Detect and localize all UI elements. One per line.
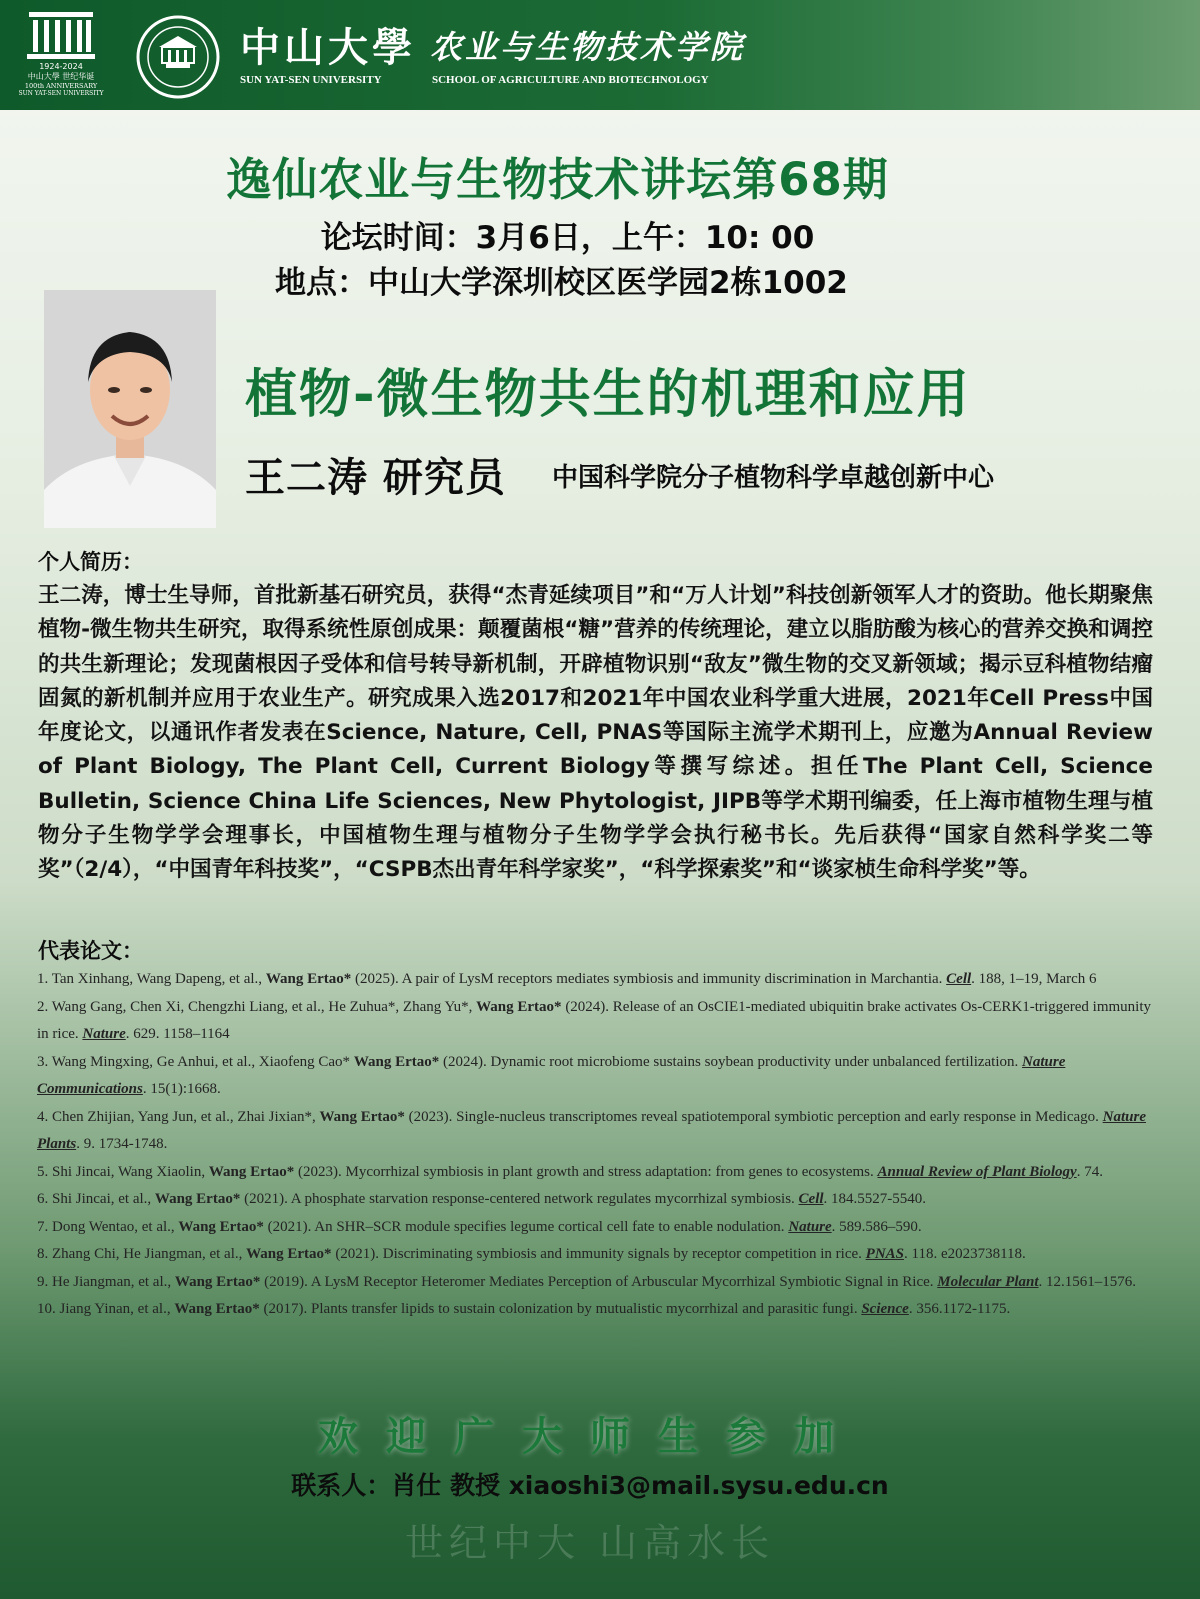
contact-info: 联系人：肖仕 教授 xiaoshi3@mail.sysu.edu.cn	[291, 1471, 889, 1500]
anniversary-en: 100th ANNIVERSARY	[24, 82, 98, 90]
speaker-portrait-icon	[44, 290, 216, 528]
speaker-name: 王二涛 研究员	[245, 455, 506, 501]
anniversary-cn: 中山大學 世纪华诞	[27, 72, 95, 81]
journal-name: Cell	[798, 1191, 824, 1207]
publication-item: 2. Wang Gang, Chen Xi, Chengzhi Liang, et al., He Zuhua*, Zhang Yu*, Wang Ertao* (2024). Release of an OsCIE1-mediated ubiquitin brake activates Os-CERK1-triggered immunity in rice. Nature. 629. 1158–1164	[37, 998, 1151, 1042]
watermark-text: 世纪中大 山高水长	[405, 1521, 776, 1565]
header-banner	[0, 0, 1200, 110]
speaker-photo	[44, 290, 216, 528]
bio-text: 王二涛，博士生导师，首批新基石研究员，获得“杰青延续项目”和“万人计划”科技创新领军人才的资助。他长期聚焦植物-微生物共生研究，取得系统性原创成果：颠覆菌根“糖”营养的传统理论，建立以脂肪酸为核心的营养交换和调控的共生新理论；发现菌根因子受体和信号转导新机制，开辟植物识别“敌友”微生物的交叉新领域；揭示豆科植物结瘤固氮的新机制并应用于农业生产。研究成果入选2017和2021年中国农业科学重大进展，2021年Cell Press中国年度论文，以通讯作者发表在Science, Nature, Cell, PNAS等国际主流学术期刊上，应邀为Annual Review of Plant Biology, The Plant Cell, Current Biology等撰写综述。担任The Plant Cell, Science Bulletin, Science China Life Sciences, New Phytologist, JIPB等学术期刊编委，任上海市植物生理与植物分子生物学学会理事长，中国植物生理与植物分子生物学学会执行秘书长。先后获得“国家自然科学奖二等奖”（2/4），“中国青年科技奖”，“CSPB杰出青年科学家奖”，“科学探索奖”和“谈家桢生命科学奖”等。	[38, 583, 1153, 883]
journal-name: Nature Plants	[37, 1108, 1146, 1152]
speaker-affiliation: 中国科学院分子植物科学卓越创新中心	[552, 463, 995, 493]
journal-name: Nature Communications	[37, 1053, 1066, 1097]
university-name-cn: 中山大學	[240, 24, 416, 71]
publication-item: 4. Chen Zhijian, Yang Jun, et al., Zhai Jixian*, Wang Ertao* (2023). Single-nucleus transcriptomes reveal spatiotemporal symbiotic perception and early response in Medicago. Nature Plants. 9. 1734-1748.	[37, 1108, 1146, 1152]
school-name-cn: 农业与生物技术学院	[430, 28, 746, 66]
publication-item: 5. Shi Jincai, Wang Xiaolin, Wang Ertao* (2023). Mycorrhizal symbiosis in plant growth and stress adaptation: from genes to ecosystems. Annual Review of Plant Biology. 74.	[37, 1163, 1103, 1180]
forum-title: 逸仙农业与生物技术讲坛第68期	[226, 153, 889, 206]
journal-name: Cell	[946, 971, 972, 987]
publication-item: 8. Zhang Chi, He Jiangman, et al., Wang Ertao* (2021). Discriminating symbiosis and immunity signals by receptor competition in rice. PNAS. 118. e2023738118.	[37, 1246, 1026, 1262]
publication-item: 10. Jiang Yinan, et al., Wang Ertao* (2017). Plants transfer lipids to sustain colonization by mutualistic mycorrhizal and parasitic fungi. Science. 356.1172-1175.	[37, 1301, 1011, 1317]
publications-heading: 代表论文：	[38, 939, 143, 963]
journal-name: Molecular Plant	[937, 1273, 1039, 1290]
publication-item: 7. Dong Wentao, et al., Wang Ertao* (2021). An SHR–SCR module specifies legume cortical cell fate to enable nodulation. Nature. 589.586–590.	[37, 1218, 922, 1235]
forum-time: 论坛时间：3月6日，上午：10: 00	[320, 220, 815, 256]
publication-item: 3. Wang Mingxing, Ge Anhui, et al., Xiaofeng Cao* Wang Ertao* (2024). Dynamic root microbiome sustains soybean productivity under unbalanced fertilization. Nature Communications. 15(1):1668.	[37, 1053, 1066, 1097]
university-seal-icon	[132, 14, 224, 100]
journal-name: Science	[861, 1301, 909, 1317]
publication-item: 1. Tan Xinhang, Wang Dapeng, et al., Wang Ertao* (2025). A pair of LysM receptors mediates symbiosis and immunity discrimination in Marchantia. Cell. 188, 1–19, March 6	[37, 971, 1097, 987]
forum-location: 地点：中山大学深圳校区医学园2栋1002	[275, 265, 848, 301]
school-name-en: SCHOOL OF AGRICULTURE AND BIOTECHNOLOGY	[432, 74, 709, 86]
anniversary-en-2: SUN YAT-SEN UNIVERSITY	[18, 90, 104, 97]
university-name-en: SUN YAT-SEN UNIVERSITY	[240, 74, 382, 86]
publication-item: 6. Shi Jincai, et al., Wang Ertao* (2021). A phosphate starvation response-centered network regulates mycorrhizal symbiosis. Cell. 184.5527-5540.	[37, 1191, 927, 1207]
bio-heading: 个人简历：	[38, 550, 143, 574]
anniversary-years: 1924-2024	[39, 62, 83, 71]
journal-name: Nature	[788, 1218, 832, 1235]
talk-title: 植物-微生物共生的机理和应用	[245, 365, 971, 425]
welcome-banner: 欢迎广大师生参加	[318, 1414, 862, 1460]
journal-name: Annual Review of Plant Biology	[877, 1163, 1077, 1180]
publication-list	[37, 966, 1154, 1324]
journal-name: Nature	[82, 1026, 126, 1042]
centennial-logo	[18, 10, 104, 102]
pillars-icon	[25, 10, 97, 60]
journal-name: PNAS	[865, 1246, 904, 1262]
publication-item: 9. He Jiangman, et al., Wang Ertao* (2019). A LysM Receptor Heteromer Mediates Perception of Arbuscular Mycorrhizal Symbiotic Signal in Rice. Molecular Plant. 12.1561–1576.	[37, 1273, 1137, 1290]
